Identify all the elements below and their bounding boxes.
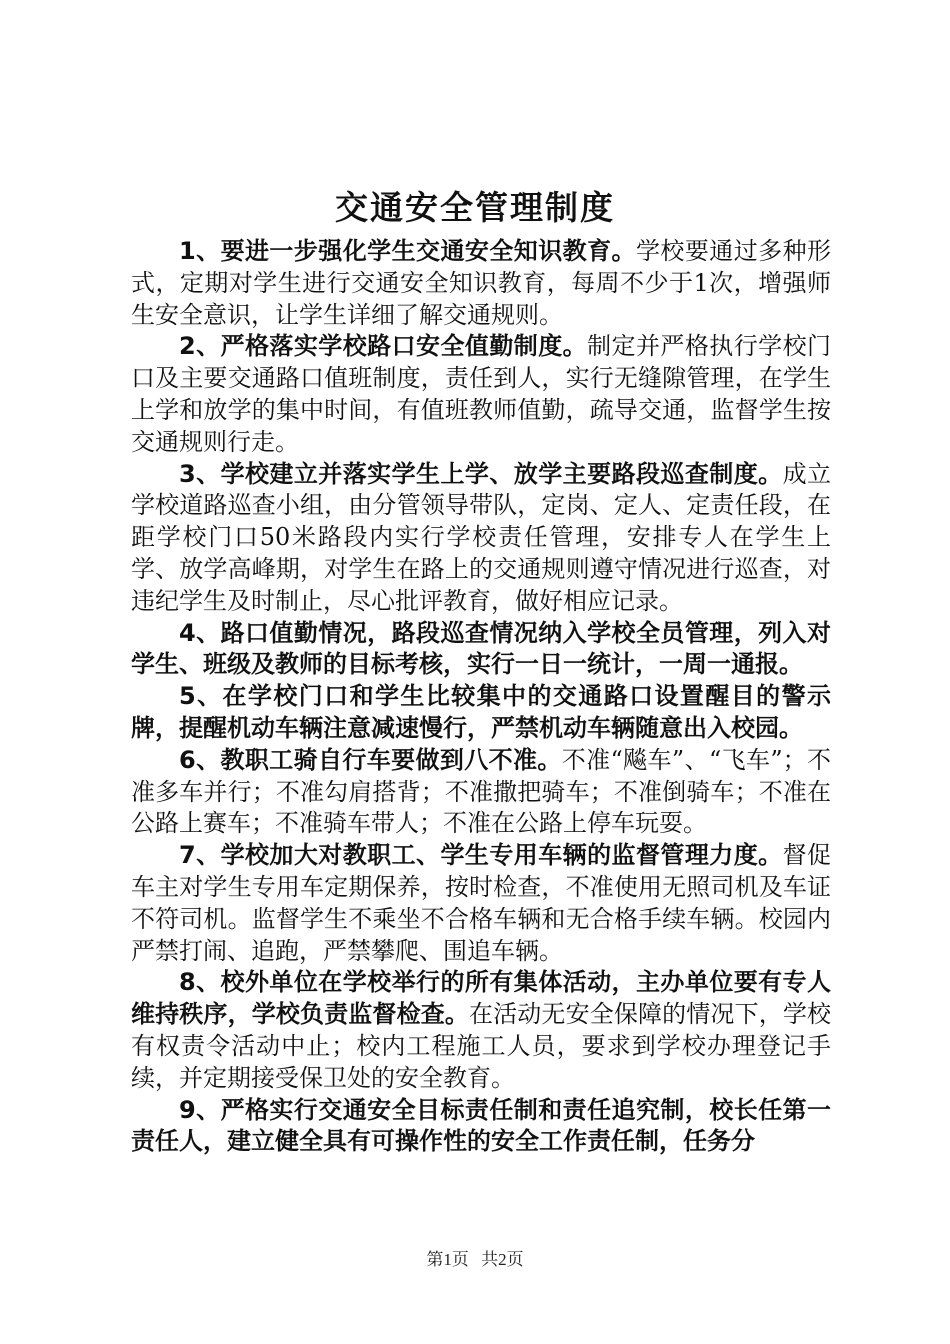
- paragraph-heading: 4、路口值勤情况，路段巡查情况纳入学校全员管理，列入对学生、班级及教师的目标考核，实行一日一统计，一周一通报。: [131, 618, 831, 679]
- paragraph-text: 不准“飚车”、“飞车”；不准多车并行；不准勾肩搭背；不准撒把骑车；不准倒骑车；不准在公路上赛车；不准骑车带人；不准在公路上停车玩耍。: [131, 745, 832, 838]
- page-footer: [0, 1245, 950, 1270]
- document-body: [131, 236, 831, 1158]
- page-number: 第1页: [426, 1250, 469, 1269]
- paragraph-text: 学校要通过多种形式，定期对学生进行交通安全知识教育，每周不少于1次，增强师生安全意识，让学生详细了解交通规则。: [131, 237, 832, 329]
- paragraph-heading: 2、严格落实学校路口安全值勤制度。: [179, 332, 588, 361]
- paragraph-heading: 9、严格实行交通安全目标责任制和责任追究制，校长任第一责任人，建立健全具有可操作性的安全工作责任制，任务分: [131, 1095, 831, 1156]
- page-total: 共2页: [481, 1250, 524, 1269]
- paragraph-2: [131, 331, 831, 458]
- paragraph-5: [131, 681, 831, 745]
- paragraph-text: 成立学校道路巡查小组，由分管领导带队，定岗、定人、定责任段，在距学校门口50米路段内实行学校责任管理，安排专人在学生上学、放学高峰期，对学生在路上的交通规则遵守情况进行巡查，对违纪学生及时制止，尽心批评教育，做好相应记录。: [131, 459, 831, 615]
- paragraph-7: [131, 840, 831, 967]
- paragraph-heading: 1、要进一步强化学生交通安全知识教育。: [179, 237, 636, 265]
- paragraph-8: [131, 967, 831, 1094]
- paragraph-heading: 7、学校加大对教职工、学生专用车辆的监督管理力度。: [179, 841, 783, 870]
- paragraph-4: [131, 618, 831, 682]
- paragraph-heading: 8、校外单位在学校举行的所有集体活动，主办单位要有专人维持秩序，学校负责监督检查。: [131, 968, 831, 1029]
- paragraph-9: [131, 1095, 831, 1159]
- paragraph-1: [131, 236, 831, 331]
- paragraph-3: [131, 459, 831, 618]
- paragraph-text: 制定并严格执行学校门口及主要交通路口值班制度，责任到人，实行无缝隙管理，在学生上学和放学的集中时间，有值班教师值勤，疏导交通，监督学生按交通规则行走。: [131, 332, 832, 456]
- paragraph-heading: 6、教职工骑自行车要做到八不准。: [179, 745, 562, 774]
- paragraph-heading: 3、学校建立并落实学生上学、放学主要路段巡查制度。: [179, 459, 783, 488]
- document-title: 交通安全管理制度: [335, 188, 615, 227]
- paragraph-6: [131, 745, 831, 840]
- paragraph-text: 督促车主对学生专用车定期保养，按时检查，不准使用无照司机及车证不符司机。监督学生不乘坐不合格车辆和无合格手续车辆。校园内严禁打闹、追跑，严禁攀爬、围追车辆。: [131, 841, 831, 965]
- paragraph-heading: 5、在学校门口和学生比较集中的交通路口设置醒目的警示牌，提醒机动车辆注意减速慢行，严禁机动车辆随意出入校园。: [131, 682, 831, 742]
- paragraph-text: 在活动无安全保障的情况下，学校有权责令活动中止；校内工程施工人员，要求到学校办理登记手续，并定期接受保卫处的安全教育。: [131, 1000, 831, 1092]
